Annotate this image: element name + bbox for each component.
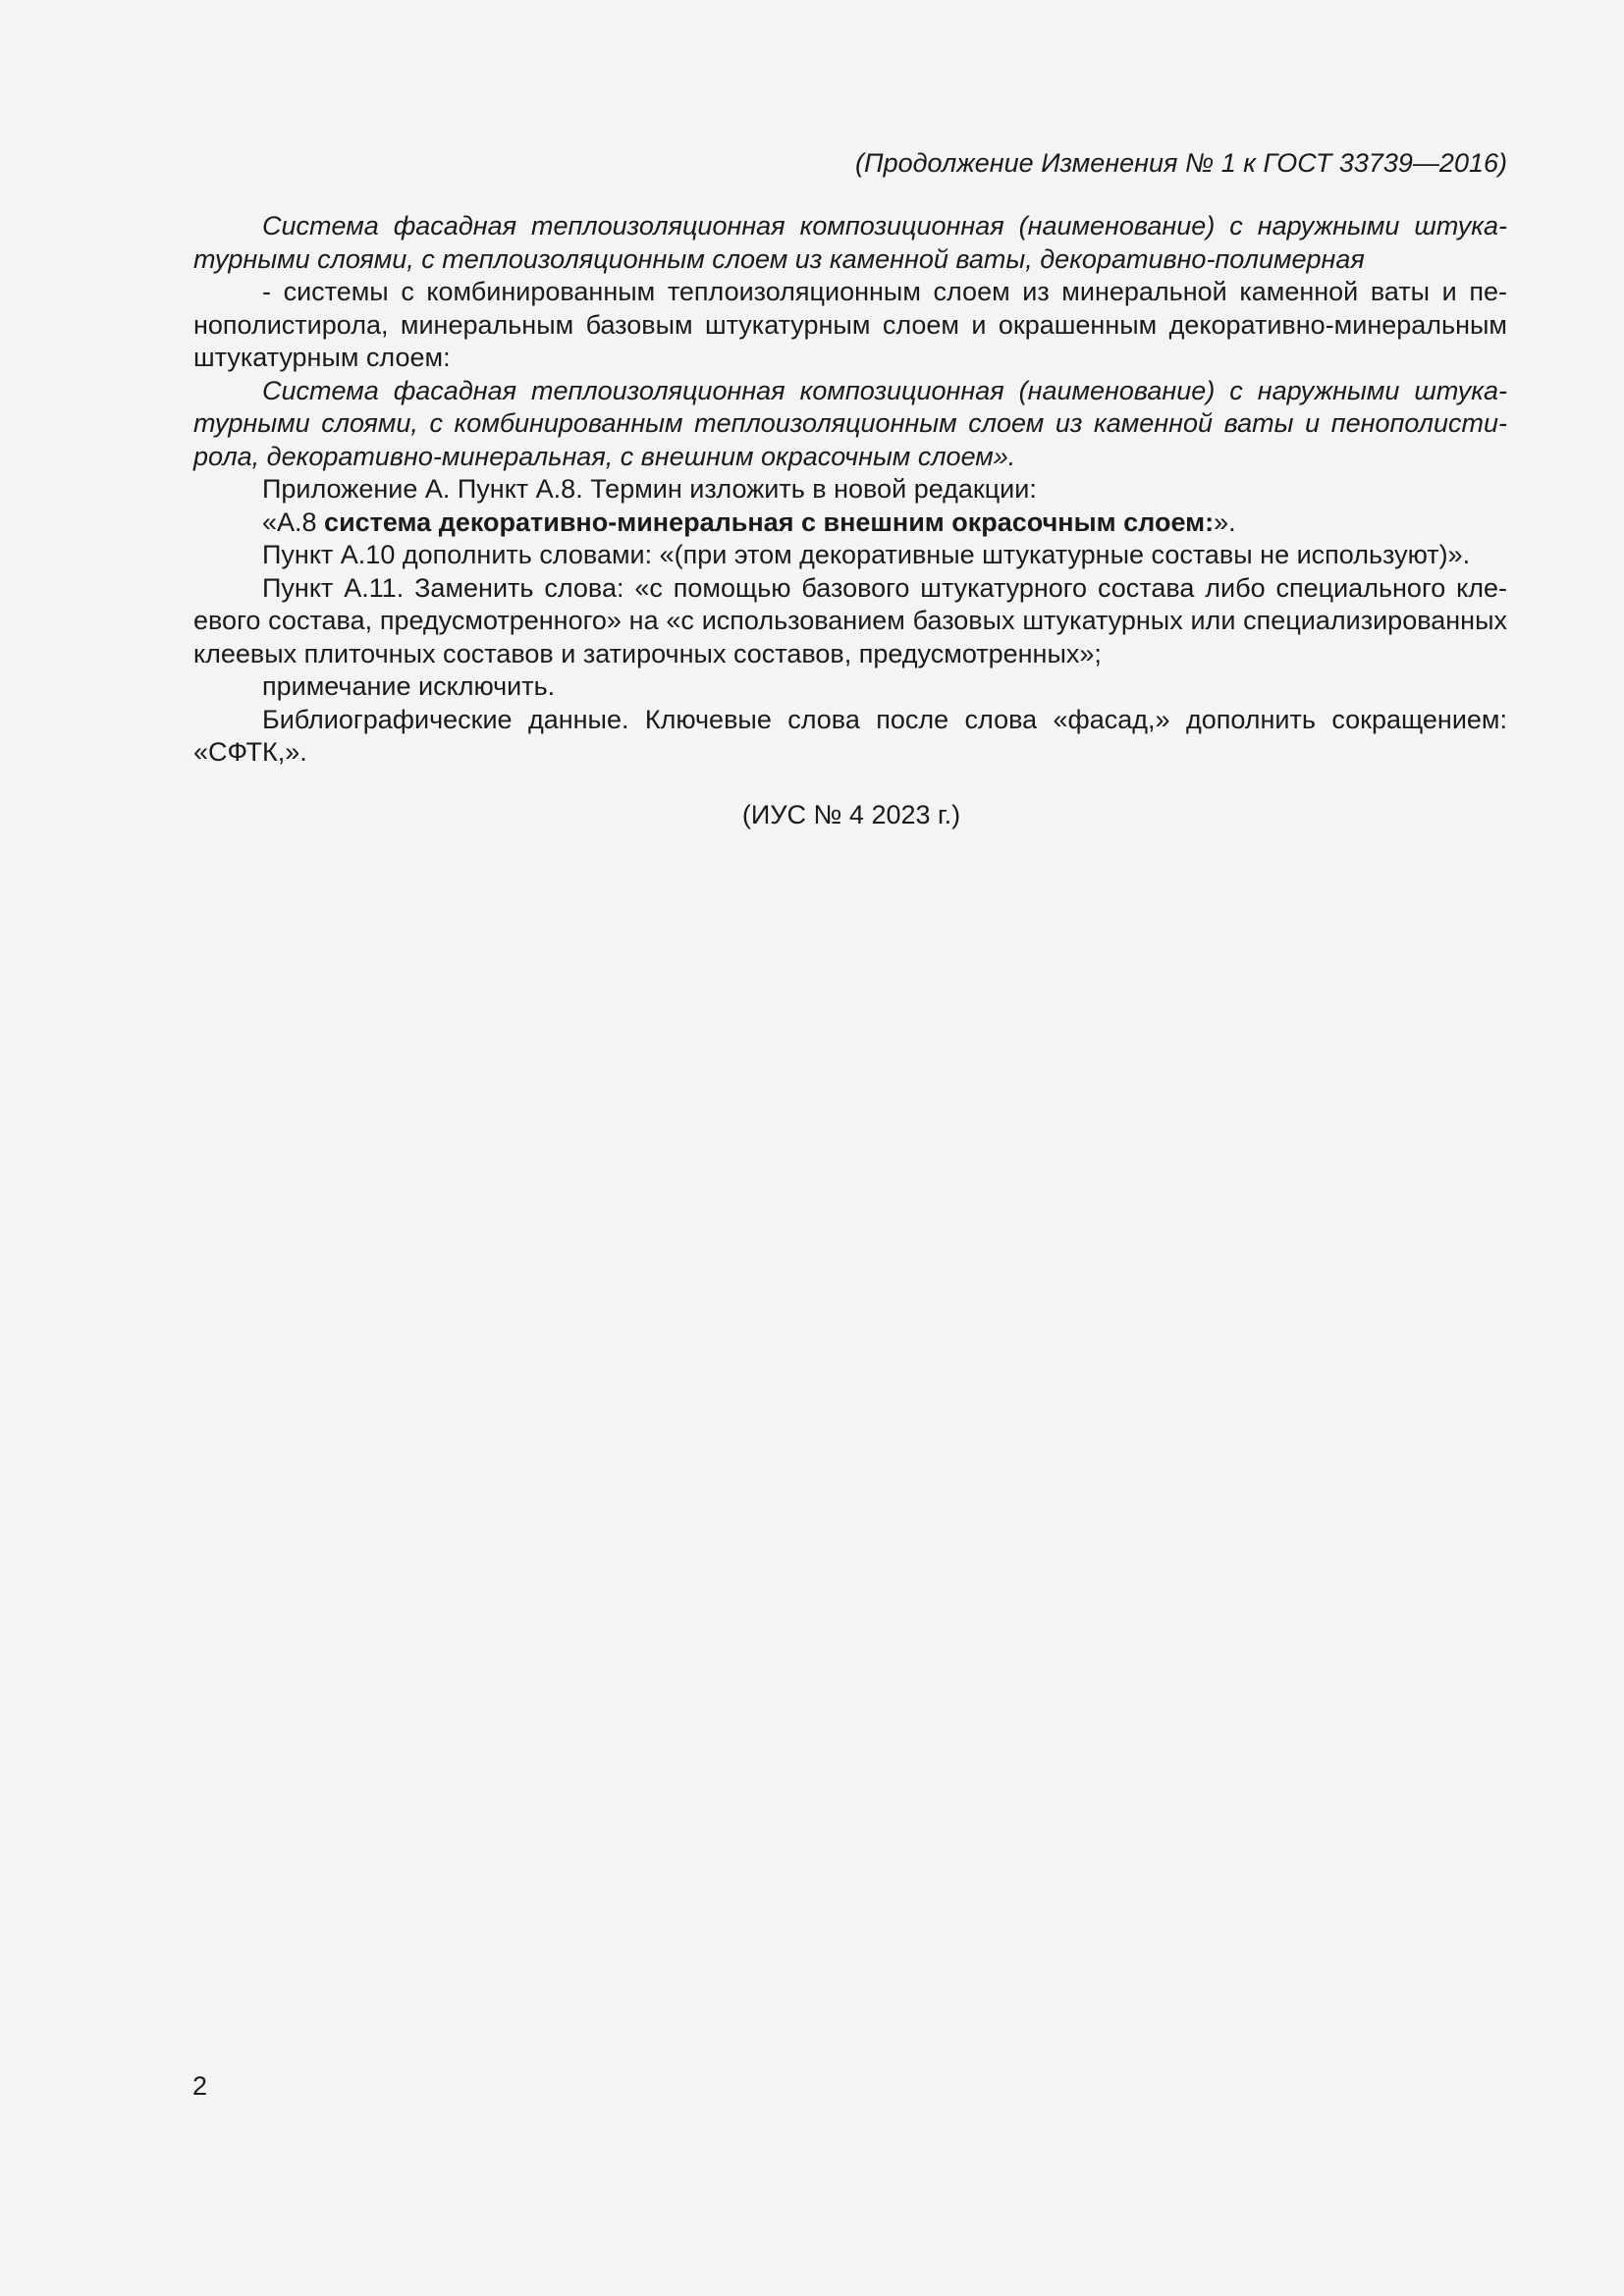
amendment-body bbox=[193, 210, 1507, 770]
paragraph-a10: Пункт А.10 дополнить словами: «(при этом декоративные штукатурные составы не используют)». bbox=[262, 540, 1471, 569]
ius-reference: (ИУС № 4 2023 г.) bbox=[741, 800, 961, 829]
paragraph-system-name-polymer: Система фасадная теплоизоляционная композиционная (наименование) с наружными штукатурными слоями, с теплоизоляционным слоем из каменной ваты, декоративно-полимерная bbox=[193, 211, 1507, 274]
term-suffix: ». bbox=[1214, 507, 1236, 537]
paragraph-combined-systems: - системы с комбинированным теплоизоляционным слоем из минеральной каменной ваты и пенополистирола, минеральным базовым штукатурным слоем и окрашенным декоративно-минеральным штукатурным слоем: bbox=[193, 277, 1507, 372]
paragraph-note-exclude: примечание исключить. bbox=[262, 671, 556, 701]
paragraph-bibliography: Библиографические данные. Ключевые слова после слова «фасад,» дополнить сокращением: «СФТК,». bbox=[193, 704, 1507, 767]
term-prefix: «А.8 bbox=[262, 507, 325, 537]
paragraph-a11: Пункт А.11. Заменить слова: «с помощью базового штукатурного состава либо специального клеевого состава, предусмотренного» на «с использованием базовых штукатурных или специализированных клеевых плиточных составов и затирочных составов, предусмотренных»; bbox=[193, 572, 1507, 668]
page-number: 2 bbox=[192, 2071, 208, 2101]
term-definition-bold: система декоративно-минеральная с внешним окрасочным слоем: bbox=[324, 507, 1215, 537]
continuation-header: (Продолжение Изменения № 1 к ГОСТ 33739—2016) bbox=[855, 148, 1507, 178]
paragraph-system-name-mineral: Система фасадная теплоизоляционная композиционная (наименование) с наружными штукатурными слоями, с комбинированным теплоизоляционным слоем из каменной ваты и пенополистирола, декоративно-минеральная, с внешним окрасочным слоем». bbox=[193, 375, 1507, 471]
paragraph-term-a8 bbox=[193, 507, 1507, 540]
paragraph-annex-a8: Приложение А. Пункт А.8. Термин изложить в новой редакции: bbox=[262, 474, 1037, 504]
